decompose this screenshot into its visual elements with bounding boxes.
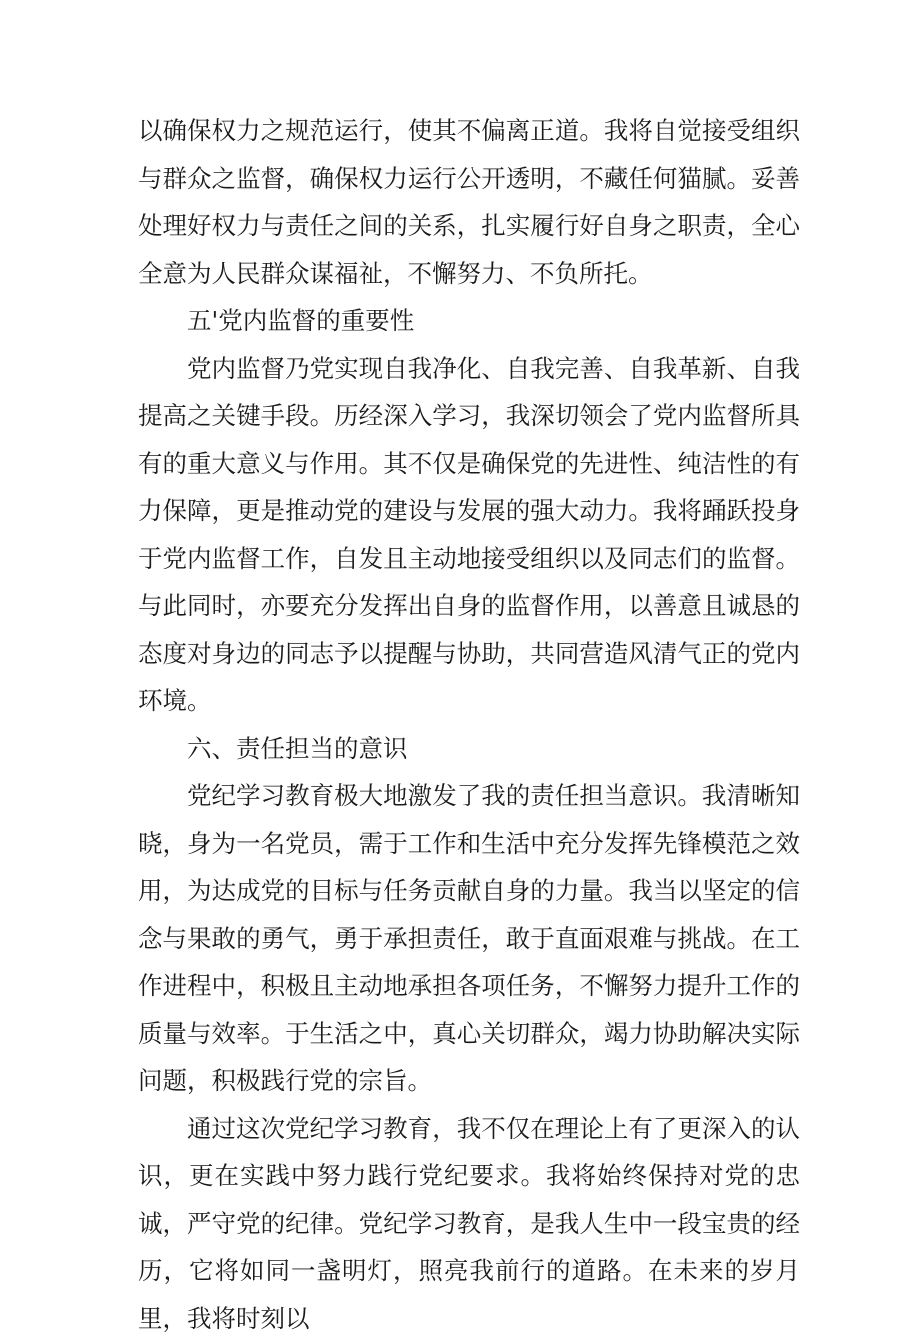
section-heading-5: 五'党内监督的重要性 [138,297,800,345]
section-heading-6: 六、责任担当的意识 [138,725,800,773]
document-body [138,107,800,1342]
paragraph-responsibility: 党纪学习教育极大地激发了我的责任担当意识。我清晰知晓，身为一名党员，需于工作和生活中充分发挥先锋模范之效用，为达成党的目标与任务贡献自身的力量。我当以坚定的信念与果敢的勇气，勇于承担责任，敢于直面艰难与挑战。在工作进程中，积极且主动地承担各项任务，不懈努力提升工作的质量与效率。于生活之中，真心关切群众，竭力协助解决实际问题，积极践行党的宗旨。 [138,772,800,1105]
paragraph-conclusion: 通过这次党纪学习教育，我不仅在理论上有了更深入的认识，更在实践中努力践行党纪要求。我将始终保持对党的忠诚，严守党的纪律。党纪学习教育，是我人生中一段宝贵的经历，它将如同一盏明灯，照亮我前行的道路。在未来的岁月里，我将时刻以 [138,1105,800,1342]
paragraph-continuation: 以确保权力之规范运行，使其不偏离正道。我将自觉接受组织与群众之监督，确保权力运行公开透明，不藏任何猫腻。妥善处理好权力与责任之间的关系，扎实履行好自身之职责，全心全意为人民群众谋福祉，不懈努力、不负所托。 [138,107,800,297]
paragraph-party-supervision: 党内监督乃党实现自我净化、自我完善、自我革新、自我提高之关键手段。历经深入学习，我深切领会了党内监督所具有的重大意义与作用。其不仅是确保党的先进性、纯洁性的有力保障，更是推动党的建设与发展的强大动力。我将踊跃投身于党内监督工作，自发且主动地接受组织以及同志们的监督。与此同时，亦要充分发挥出自身的监督作用，以善意且诚恳的态度对身边的同志予以提醒与协助，共同营造风清气正的党内环境。 [138,345,800,725]
